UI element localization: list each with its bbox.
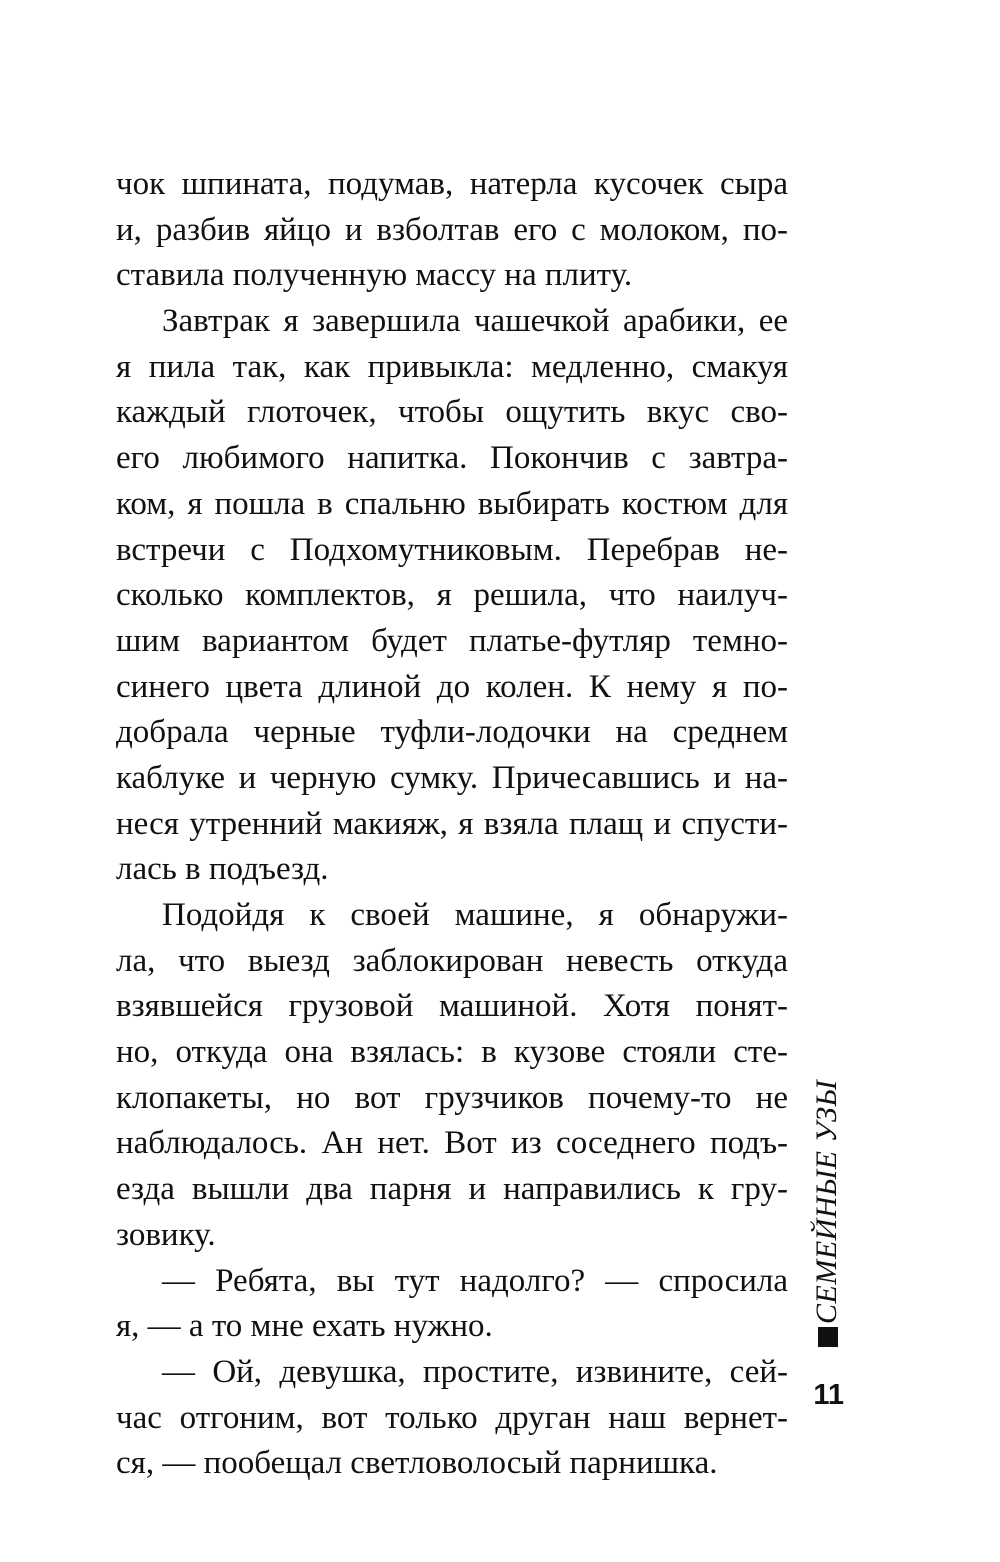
paragraph-first-line: Завтрак я завершила чашечкой арабики, ее	[162, 303, 788, 340]
body-text	[116, 162, 788, 1487]
text-line: и, разбив яйцо и взболтав его с молоком, по-	[116, 211, 788, 248]
text-line: ком, я пошла в спальню выбирать костюм для	[116, 485, 788, 522]
text-line: шим вариантом будет платье-футляр темно-	[116, 622, 788, 659]
paragraph-first-line: Подойдя к своей машине, я обнаружи-	[162, 897, 788, 933]
text-line: наблюдалось. Ан нет. Вот из соседнего подъ-	[116, 1125, 788, 1162]
square-marker-icon	[818, 1327, 838, 1347]
text-line: ставила полученную массу на плиту.	[116, 257, 633, 294]
text-line: каждый глоточек, чтобы ощутить вкус сво-	[116, 394, 788, 431]
text-line: ла, что выезд заблокирован невесть откуда	[116, 942, 788, 979]
text-line: каблуке и черную сумку. Причесавшись и на-	[116, 759, 788, 796]
text-line: его любимого напитка. Покончив с завтра-	[116, 440, 788, 477]
text-line: лась в подъезд.	[116, 851, 329, 888]
text-line: клопакеты, но вот грузчиков почему-то не	[116, 1079, 788, 1116]
text-line: чок шпината, подумав, натерла кусочек сыра	[116, 166, 788, 202]
dialogue-line: — Ребята, вы тут надолго? — спросила	[162, 1262, 788, 1299]
text-line: встречи с Подхомутниковым. Перебрав не-	[116, 531, 788, 568]
text-line: я пила так, как привыкла: медленно, смакуя	[116, 348, 788, 385]
running-title-text: СЕМЕЙНЫЕ УЗЫ	[810, 1079, 843, 1324]
text-line: час отгоним, вот только друган наш вернет-	[116, 1399, 788, 1436]
text-line: взявшейся грузовой машиной. Хотя понят-	[116, 988, 788, 1025]
page-number: 11	[813, 1379, 844, 1411]
text-line: синего цвета длиной до колен. К нему я по-	[116, 668, 788, 705]
text-line: ся, — пообещал светловолосый парнишка.	[116, 1445, 718, 1482]
dialogue-line: — Ой, девушка, простите, извините, сей-	[162, 1353, 788, 1390]
text-line: неся утренний макияж, я взяла плащ и спусти-	[116, 805, 788, 842]
text-line: сколько комплектов, я решила, что наилуч-	[116, 577, 788, 614]
text-line: езда вышли два парня и направились к гру-	[116, 1171, 788, 1208]
text-line: но, откуда она взялась: в кузове стояли сте-	[116, 1034, 788, 1071]
text-line: добрала черные туфли-лодочки на среднем	[116, 714, 788, 751]
text-line: я, — а то мне ехать нужно.	[116, 1308, 493, 1345]
running-title	[807, 1079, 847, 1358]
text-line: зовику.	[116, 1216, 216, 1253]
